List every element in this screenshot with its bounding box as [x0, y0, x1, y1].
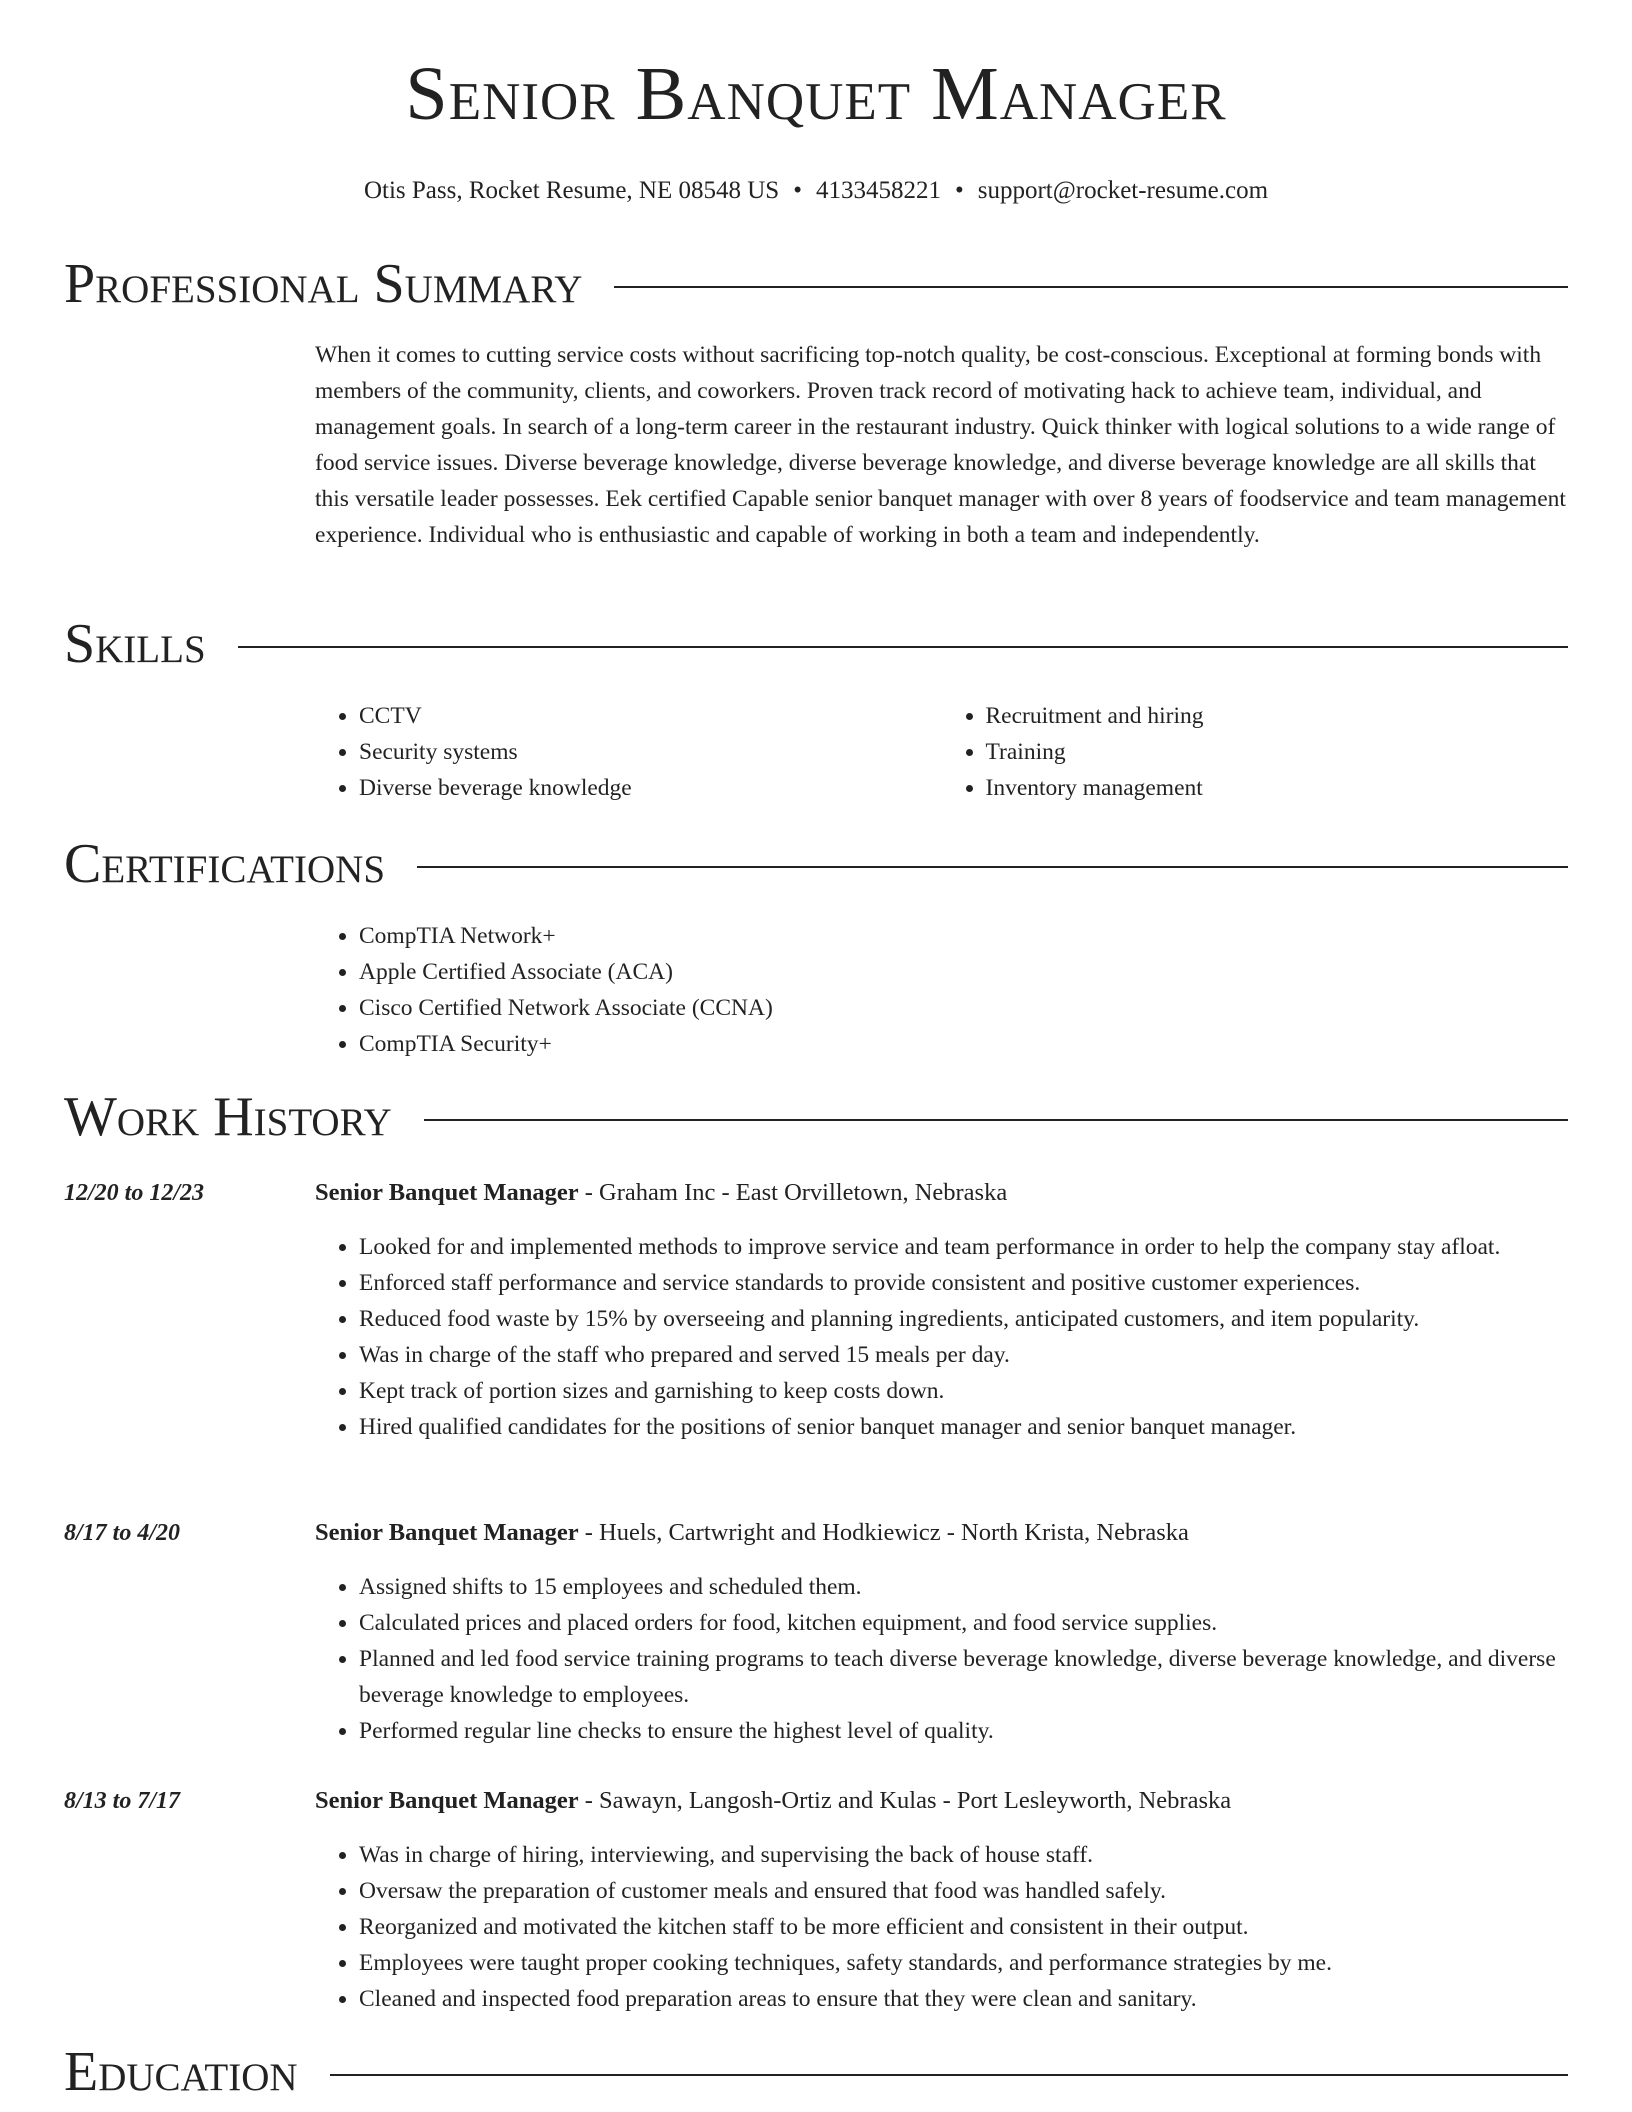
- job-entry: [315, 1783, 1568, 2017]
- job-entry: [315, 1175, 1568, 1445]
- summary-text: When it comes to cutting service costs without sacrificing top-notch quality, be cost-conscious. Exceptional at forming bonds with members of the community, clients, and coworkers. Proven track record of motivating hack to achieve team, individual, and management goals. In search of a long-term career in the restaurant industry. Quick thinker with logical solutions to a wide range of food service issues. Diverse beverage knowledge, diverse beverage knowledge, and diverse beverage knowledge are all skills that this versatile leader possesses. Eek certified Capable senior banquet manager with over 8 years of foodservice and team management experience. Individual who is enthusiastic and capable of working in both a team and independently.: [315, 342, 1566, 548]
- section-divider: [424, 1119, 1568, 1121]
- skill-item: • Security systems: [359, 734, 942, 770]
- section-divider: [330, 2074, 1568, 2076]
- job-bullet: • Calculated prices and placed orders for food, kitchen equipment, and food service supplies.: [359, 1605, 1568, 1641]
- job-bullets: [315, 1229, 1568, 1445]
- skill-item: • Diverse beverage knowledge: [359, 770, 942, 806]
- job-company-location: - Huels, Cartwright and Hodkiewicz - North Krista, Nebraska: [578, 1519, 1189, 1546]
- job-dates: 8/17 to 4/20: [64, 1520, 181, 1546]
- job-bullet: • Enforced staff performance and service standards to provide consistent and positive customer experiences.: [359, 1265, 1568, 1301]
- job-role: Senior Banquet Manager: [315, 1787, 579, 1814]
- skills-section-heading: [64, 612, 1568, 676]
- contact-phone: 4133458221: [815, 177, 941, 204]
- job-title-line: [315, 1783, 1568, 1819]
- section-divider: [238, 646, 1568, 648]
- skill-item: • Inventory management: [986, 770, 1569, 806]
- job-role: Senior Banquet Manager: [315, 1519, 579, 1546]
- contact-separator: •: [793, 177, 802, 204]
- certifications-block: [315, 918, 1568, 1062]
- certifications-heading: Certifications: [64, 833, 386, 895]
- certifications-section-heading: [64, 832, 1568, 896]
- job-bullet: • Reorganized and motivated the kitchen staff to be more efficient and consistent in their output.: [359, 1909, 1568, 1945]
- contact-separator: •: [954, 177, 964, 204]
- job-bullet: • Kept track of portion sizes and garnishing to keep costs down.: [359, 1373, 1568, 1409]
- job-title-line: [315, 1175, 1568, 1211]
- certification-item: • CompTIA Network+: [359, 918, 1568, 954]
- job-title-line: [315, 1515, 1568, 1551]
- job-bullet: • Performed regular line checks to ensure the highest level of quality.: [359, 1713, 1568, 1749]
- job-role: Senior Banquet Manager: [315, 1179, 579, 1206]
- certifications-list: [315, 918, 1568, 1062]
- contact-line: [0, 176, 1632, 206]
- summary-block: [315, 337, 1568, 553]
- certification-item: • Cisco Certified Network Associate (CCNA): [359, 990, 1568, 1026]
- job-bullet: • Looked for and implemented methods to improve service and team performance in order to help the company stay afloat.: [359, 1229, 1568, 1265]
- skill-item: • Recruitment and hiring: [986, 698, 1569, 734]
- resume-title: Senior Banquet Manager: [405, 52, 1227, 136]
- summary-heading: Professional Summary: [64, 253, 583, 315]
- job-bullet: • Was in charge of the staff who prepared and served 15 meals per day.: [359, 1337, 1568, 1373]
- job-bullet: • Was in charge of hiring, interviewing, and supervising the back of house staff.: [359, 1837, 1568, 1873]
- education-section-heading: [64, 2040, 1568, 2104]
- job-bullet: • Planned and led food service training programs to teach diverse beverage knowledge, diverse beverage knowledge, and diverse beverage knowledge to employees.: [359, 1641, 1568, 1713]
- job-bullet: • Reduced food waste by 15% by overseeing and planning ingredients, anticipated customers, and item popularity.: [359, 1301, 1568, 1337]
- skills-list-left: [315, 698, 942, 806]
- skills-grid: [315, 698, 1568, 806]
- skill-item: • CCTV: [359, 698, 942, 734]
- skills-list-right: [942, 698, 1569, 806]
- skills-heading: Skills: [64, 613, 206, 675]
- job-company-location: - Sawayn, Langosh-Ortiz and Kulas - Port Lesleyworth, Nebraska: [578, 1787, 1232, 1814]
- section-divider: [417, 866, 1568, 868]
- contact-address: Otis Pass, Rocket Resume, NE 08548 US: [363, 177, 780, 204]
- job-entry: [315, 1515, 1568, 1749]
- job-bullet: • Employees were taught proper cooking techniques, safety standards, and performance strategies by me.: [359, 1945, 1568, 1981]
- contact-email: support@rocket-resume.com: [977, 177, 1269, 204]
- skill-item: • Training: [986, 734, 1569, 770]
- job-bullet: • Hired qualified candidates for the positions of senior banquet manager and senior banquet manager.: [359, 1409, 1568, 1445]
- work-history-section-heading: [64, 1085, 1568, 1149]
- job-dates: 8/13 to 7/17: [64, 1788, 181, 1814]
- job-company-location: - Graham Inc - East Orvilletown, Nebraska: [578, 1179, 1008, 1206]
- job-bullet: • Cleaned and inspected food preparation areas to ensure that they were clean and sanitary.: [359, 1981, 1568, 2017]
- job-dates: 12/20 to 12/23: [64, 1180, 205, 1206]
- job-bullets: [315, 1569, 1568, 1749]
- certification-item: • CompTIA Security+: [359, 1026, 1568, 1062]
- job-bullets: [315, 1837, 1568, 2017]
- job-bullet: • Assigned shifts to 15 employees and scheduled them.: [359, 1569, 1568, 1605]
- skills-block: [315, 698, 1568, 806]
- work-history-heading: Work History: [64, 1086, 392, 1148]
- summary-section-heading: [64, 252, 1568, 316]
- certification-item: • Apple Certified Associate (ACA): [359, 954, 1568, 990]
- section-divider: [614, 286, 1568, 288]
- education-heading: Education: [64, 2041, 298, 2103]
- job-bullet: • Oversaw the preparation of customer meals and ensured that food was handled safely.: [359, 1873, 1568, 1909]
